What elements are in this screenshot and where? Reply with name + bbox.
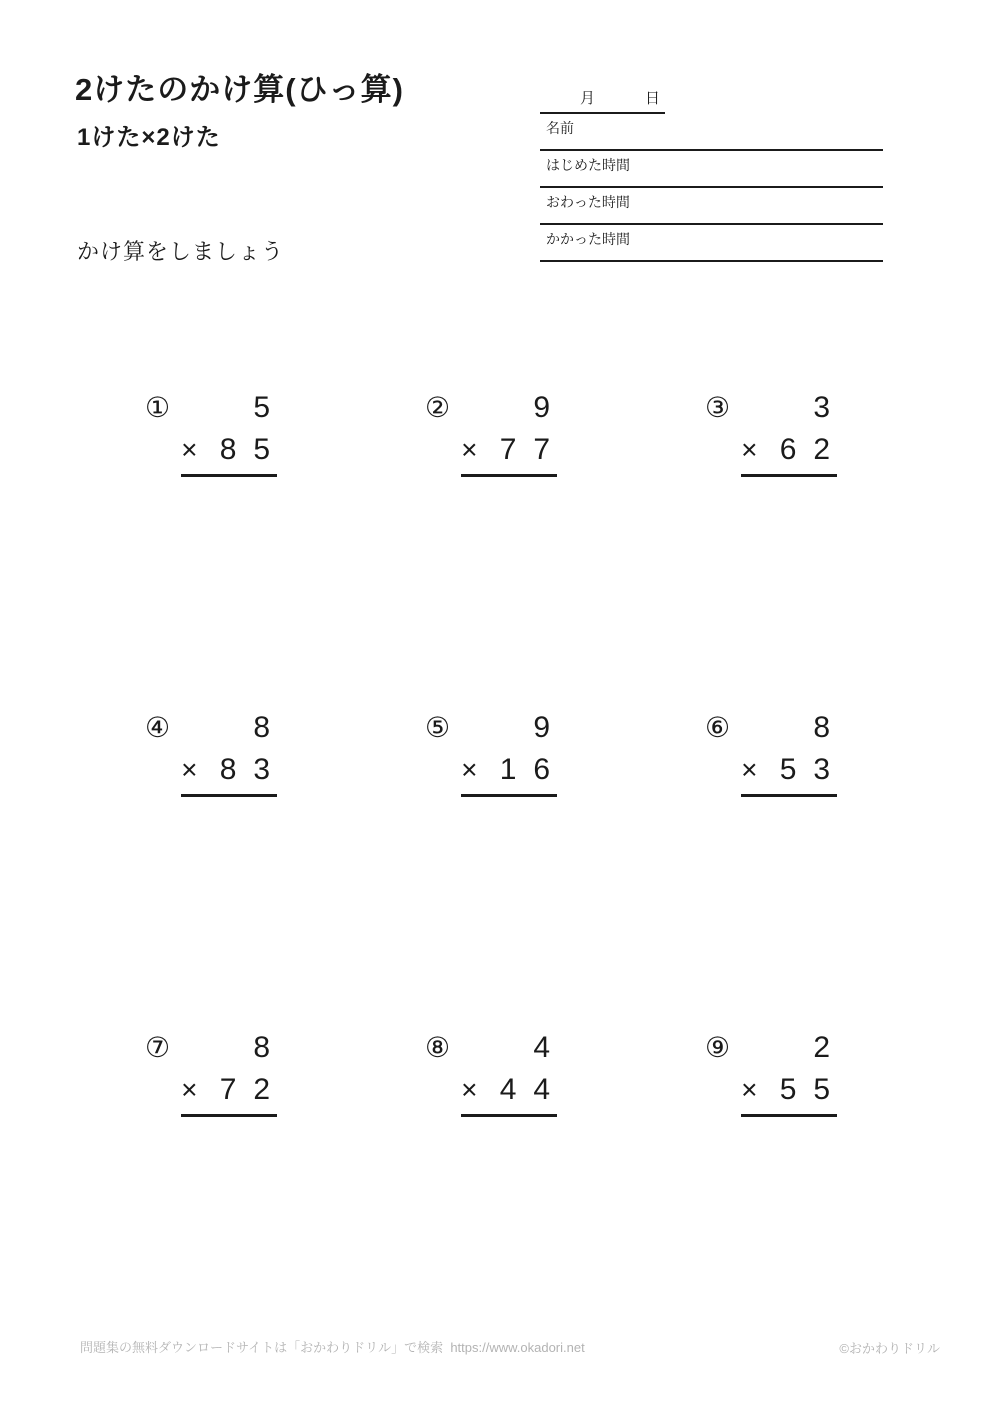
instruction-text: かけ算をしましょう [77, 239, 285, 264]
answer-line [741, 794, 837, 797]
multiplier: 77 [499, 433, 568, 466]
multiplicand: 3 [813, 391, 831, 424]
page-subtitle: 1けた×2けた [77, 124, 221, 151]
answer-line [741, 1114, 837, 1117]
date-field-row [540, 80, 665, 114]
answer-line [181, 474, 277, 477]
problems-grid [140, 385, 980, 1345]
problem-number: ③ [705, 392, 731, 423]
problem-number: ⑦ [145, 1032, 171, 1063]
multiplier: 44 [499, 1073, 568, 1106]
problem-5 [420, 705, 700, 1025]
multiplier: 72 [219, 1073, 288, 1106]
problem-3 [700, 385, 980, 705]
multiplication-sign: × [181, 1074, 198, 1105]
footer-credit: 問題集の無料ダウンロードサイトは「おかわりドリル」で検索 https://www.okadori.net [80, 1340, 585, 1355]
multiplicand: 4 [533, 1031, 551, 1064]
field-label: かかった時間 [546, 231, 630, 247]
multiplicand: 9 [533, 711, 551, 744]
page-title: 2けたのかけ算(ひっ算) [75, 72, 404, 107]
problem-8 [420, 1025, 700, 1345]
multiplier: 16 [499, 753, 568, 786]
start-time-field-row [540, 151, 883, 188]
vertical-calculation [461, 1031, 568, 1117]
multiplicand: 2 [813, 1031, 831, 1064]
vertical-calculation [181, 711, 288, 797]
multiplier: 62 [779, 433, 848, 466]
answer-line [181, 1114, 277, 1117]
vertical-calculation [181, 391, 288, 477]
multiplicand: 9 [533, 391, 551, 424]
vertical-calculation [461, 711, 568, 797]
end-time-field-row [540, 188, 883, 225]
multiplication-sign: × [181, 754, 198, 785]
problem-number: ⑤ [425, 712, 451, 743]
problem-2 [420, 385, 700, 705]
field-label: はじめた時間 [546, 157, 630, 173]
problem-number: ② [425, 392, 451, 423]
answer-line [461, 474, 557, 477]
problem-number: ① [145, 392, 171, 423]
field-label: おわった時間 [546, 194, 630, 210]
problem-7 [140, 1025, 420, 1345]
vertical-calculation [181, 1031, 288, 1117]
multiplication-sign: × [741, 1074, 758, 1105]
answer-line [461, 794, 557, 797]
multiplication-sign: × [461, 1074, 478, 1105]
answer-line [741, 474, 837, 477]
vertical-calculation [741, 711, 848, 797]
answer-line [461, 1114, 557, 1117]
vertical-calculation [461, 391, 568, 477]
problem-number: ⑥ [705, 712, 731, 743]
multiplier: 53 [779, 753, 848, 786]
multiplicand: 8 [813, 711, 831, 744]
multiplicand: 8 [253, 711, 271, 744]
vertical-calculation [741, 391, 848, 477]
problem-number: ⑨ [705, 1032, 731, 1063]
problem-1 [140, 385, 420, 705]
info-form [540, 80, 883, 262]
answer-line [181, 794, 277, 797]
date-month-label: 月 [580, 90, 596, 107]
vertical-calculation [741, 1031, 848, 1117]
multiplication-sign: × [181, 434, 198, 465]
field-label: 名前 [546, 120, 574, 136]
problem-number: ④ [145, 712, 171, 743]
multiplication-sign: × [741, 754, 758, 785]
multiplicand: 5 [253, 391, 271, 424]
multiplier: 83 [219, 753, 288, 786]
name-field-row [540, 114, 883, 151]
multiplier: 85 [219, 433, 288, 466]
multiplication-sign: × [461, 754, 478, 785]
elapsed-time-field-row [540, 225, 883, 262]
problem-9 [700, 1025, 980, 1345]
footer-copyright: ©おかわりドリル [839, 1341, 940, 1356]
problem-6 [700, 705, 980, 1025]
multiplicand: 8 [253, 1031, 271, 1064]
date-day-label: 日 [645, 90, 661, 107]
multiplier: 55 [779, 1073, 848, 1106]
problem-4 [140, 705, 420, 1025]
problem-number: ⑧ [425, 1032, 451, 1063]
multiplication-sign: × [461, 434, 478, 465]
multiplication-sign: × [741, 434, 758, 465]
